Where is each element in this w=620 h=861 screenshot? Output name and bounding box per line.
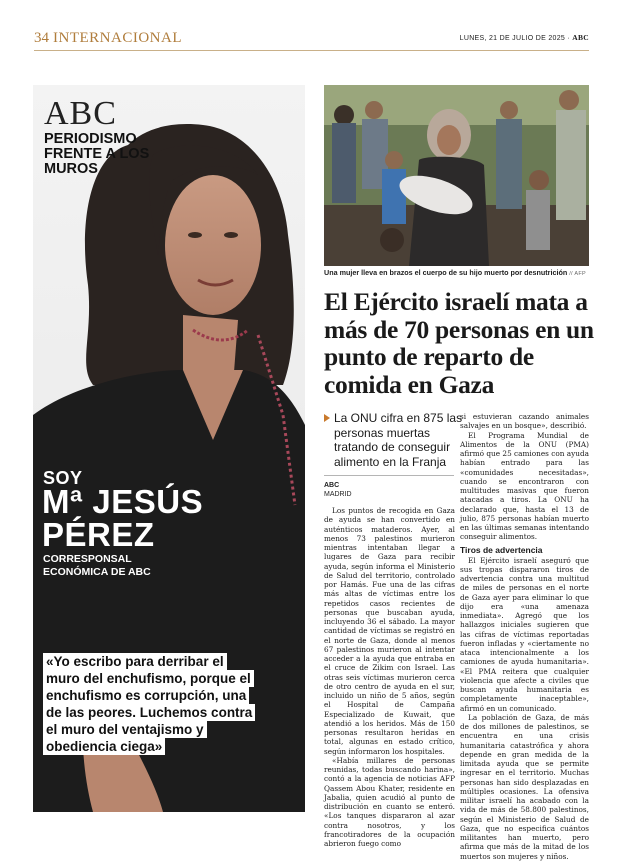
ad-slogan: PERIODISMO FRENTE A LOS MUROS bbox=[44, 131, 150, 177]
article-paragraph: si estuvieran cazando animales salvajes en un bosque», describió. bbox=[460, 412, 589, 431]
article-paragraph: El Programa Mundial de Alimentos de la ONU (PMA) afirmó que 25 camiones con ayuda habían entrado para las «comunidades necesitadas», cuando se encontraron con multitudes masivas que fueron atacadas a tiros. La ONU ha declarado que, hasta el 13 de julio, 875 personas habían muerto en las últimas semanas intentando conseguir alimentos. bbox=[460, 430, 589, 542]
photo-credit: // AFP bbox=[569, 271, 587, 277]
article-column-1 bbox=[324, 506, 455, 848]
header-brand: ABC bbox=[572, 33, 589, 42]
article-paragraph: Los puntos de recogida en Gaza de ayuda se han convertido en auténticos mataderos. Ayer, al menos 73 palestinos murieron mientras intentaban llegar a lugares de Gaza para recibir ayuda, según informa el Ministerio de Salud del territorio, controlado por Hamás. Fue una de las cifras más altas de víctimas entre los repetidos casos recientes de personas que buscaban ayuda, incluyendo 36 el sábado. La mayor cantidad de víctimas se registró en el norte de Gaza, donde al menos 67 palestinos murieron al intentar acceder a la ayuda que entraba en el cruce de Zikim con Israel. Las otras seis víctimas murieron cerca de otro centro de ayuda en el sur, incluido un niño de 5 años, según el Hospital de Campaña Especializado de Kuwait, que atendió a los heridos. Más de 150 personas resultaron heridas en total, algunas en estado crítico, según informaron los hospitales. bbox=[324, 506, 455, 756]
ad-soy-label: SOY bbox=[43, 468, 83, 488]
ad-quote-text: «Yo escribo para derribar el muro del enchufismo, porque el enchufismo es corrupción, una de las peores. Luchemos contra el muro del ventajismo y obediencia ciega» bbox=[43, 653, 255, 755]
ad-person-name: Mª JESÚS PÉREZ bbox=[42, 483, 204, 553]
page-number: 34 bbox=[34, 30, 49, 46]
article-paragraph: El Ejército israelí aseguró que sus tropas dispararon tiros de advertencia contra una multitud de miles de personas en el norte de Gaza ayer para eliminar lo que dijo era «una amenaza inmediata». Agregó que los hallazgos iniciales sugieren que las cifras de víctimas reportadas fueron infladas y «ciertamente no ataca intencionalmente a los camiones de ayuda humanitaria». «El PMA reitera que cualquier violencia que afecte a civiles que buscan ayuda humanitaria es completamente inaceptable», afirmó en un comunicado. bbox=[460, 555, 589, 713]
article-paragraph: La población de Gaza, de más de dos millones de palestinos, se encuentra en una crisis humanitaria catastrófica y ahora depende en gran medida de la limitada ayuda que se permite ingresar en el territorio. Muchas personas han sido desplazadas en múltiples ocasiones. La ofensiva militar israelí ha acabado con la vida de más de 58.800 palestinos, según el Ministerio de Salud de Gaza, que no especifica cuántos militantes han muerto, pero afirma que más de la mitad de los muertos son mujeres y niños. bbox=[460, 712, 589, 861]
news-photo-illustration bbox=[324, 85, 589, 266]
photo-caption-text: Una mujer lleva en brazos el cuerpo de su hijo muerto por desnutrición bbox=[324, 268, 568, 277]
article-headline: El Ejército israelí mata a más de 70 personas en un punto de reparto de comida en Gaza bbox=[324, 287, 594, 399]
page-header bbox=[34, 28, 589, 50]
news-photo bbox=[324, 85, 589, 266]
abc-ad-panel bbox=[33, 85, 305, 812]
byline-city: MADRID bbox=[324, 491, 352, 498]
bullet-triangle-icon bbox=[324, 414, 330, 422]
article-subheading: Tiros de advertencia bbox=[460, 544, 543, 555]
article-subhead bbox=[324, 411, 474, 469]
header-date-brand: LUNES, 21 DE JULIO DE 2025 · ABC bbox=[459, 33, 589, 42]
issue-date: LUNES, 21 DE JULIO DE 2025 bbox=[459, 35, 566, 42]
article-paragraph: «Había millares de personas reunidas, todas buscando harina», contó a la agencia de noticias AFP Qassem Abou Khater, residente en Jabalia, quien acudió al punto de distribución en cuanto se enteró. «Los tanques dispararon al azar contra nosotros, y los francotiradores de la ocupación abrieron fuego como bbox=[324, 755, 455, 848]
header-rule bbox=[34, 50, 589, 51]
article-column-2 bbox=[460, 412, 589, 861]
abc-logo: ABC bbox=[44, 95, 117, 132]
photo-caption bbox=[324, 268, 589, 277]
ad-person-role: CORRESPONSAL ECONÓMICA DE ABC bbox=[43, 553, 151, 578]
byline-source: ABC bbox=[324, 482, 340, 489]
article-subhead-text: La ONU cifra en 875 las personas muertas tratando de conseguir alimento en la Franja bbox=[334, 411, 463, 469]
ad-quote bbox=[43, 653, 255, 755]
subhead-rule bbox=[324, 475, 454, 476]
article-byline bbox=[324, 481, 352, 499]
section-title: INTERNACIONAL bbox=[53, 30, 182, 46]
